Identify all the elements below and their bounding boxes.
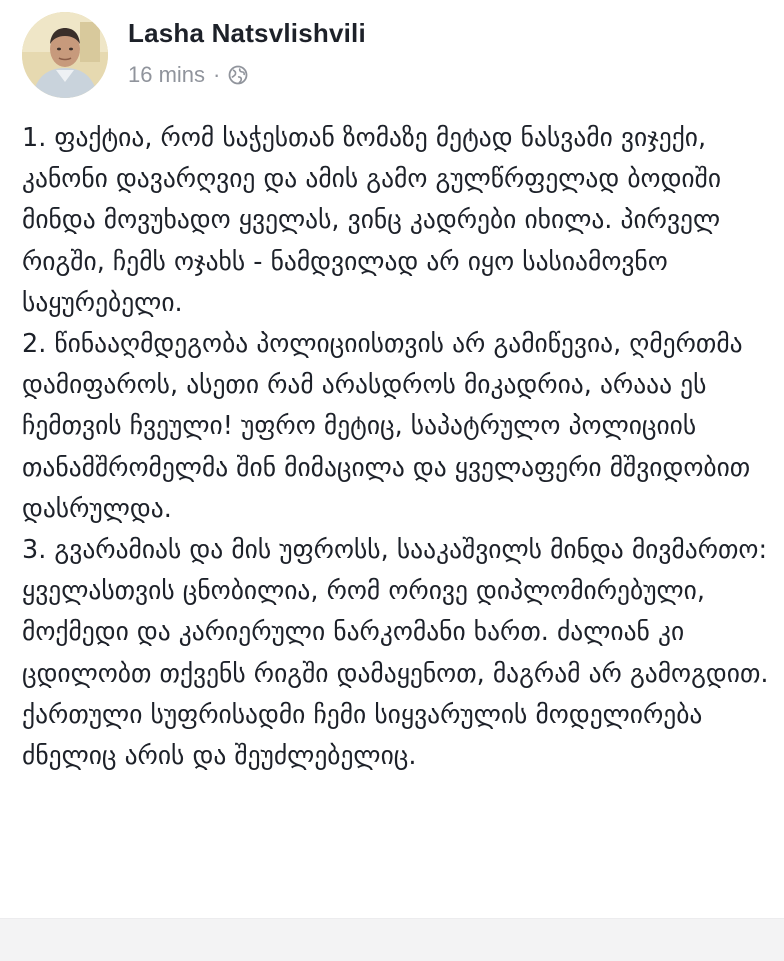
author-name-link[interactable]: Lasha Natsvlishvili — [128, 18, 366, 48]
post-meta — [128, 62, 248, 88]
post-paragraph-3: 3. გვარამიას და მის უფროსს, სააკაშვილს მინდა მივმართო: ყველასთვის ცნობილია, რომ ორივე დიპლომირებული, მოქმედი და კარიერული ნარკომანი ხართ. ძალიან კი ცდილობთ თქვენს რიგში დამაყენოთ, მაგრამ არ გამოგდით. ქართული სუფრისადმი ჩემი სიყვარულის მოდელირება ძნელიც არის და შეუძლებელიც. — [22, 535, 769, 772]
meta-separator: · — [213, 62, 221, 87]
author-avatar[interactable] — [22, 12, 108, 98]
post-paragraph-2: 2. წინააღმდეგობა პოლიციისთვის არ გამიწევია, ღმერთმა დამიფაროს, ასეთი რამ არასდროს მიკადრია, არააა ეს ჩემთვის ჩვეული! უფრო მეტიც, საპატრულო პოლიციის თანამშრომელმა შინ მიმაცილა და ყველაფერი მშვიდობით დასრულდა. — [22, 329, 751, 524]
post-header — [20, 12, 760, 100]
post-footer-strip — [0, 918, 784, 961]
post-timestamp-link[interactable]: 16 mins — [128, 62, 206, 87]
post-text — [22, 118, 772, 777]
post-paragraph-1: 1. ფაქტია, რომ საჭესთან ზომაზე მეტად ნასვამი ვიჯექი, კანონი დავარღვიე და ამის გამო გულწრფელად ბოდიში მინდა მოვუხადო ყველას, ვინც კადრები იხილა. პირველ რიგში, ჩემს ოჯახს - ნამდვილად არ იყო სასიამოვნო საყურებელი. — [22, 123, 722, 318]
avatar-photo-icon — [22, 12, 108, 98]
globe-icon[interactable] — [228, 65, 248, 85]
